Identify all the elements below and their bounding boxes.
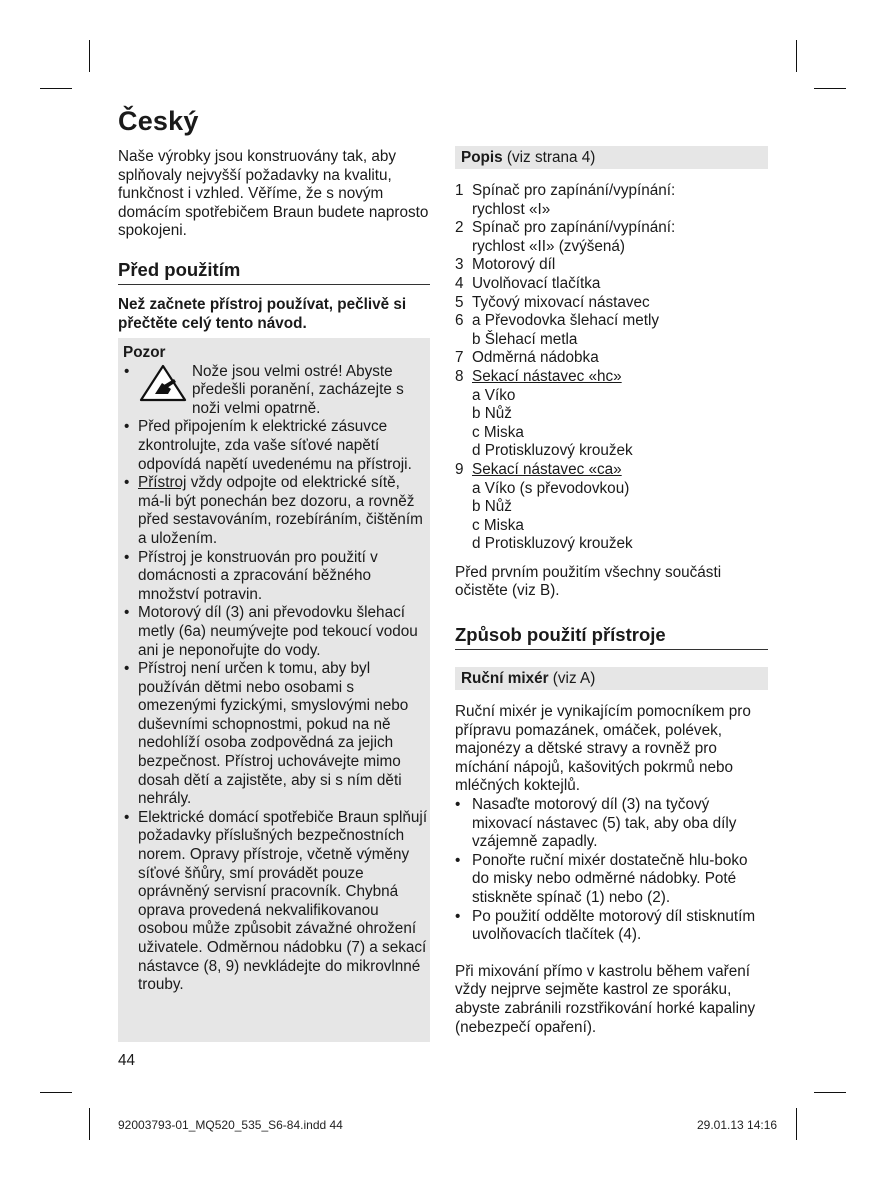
crop-mark xyxy=(814,88,846,89)
crop-mark xyxy=(796,40,797,72)
knife-warning-icon xyxy=(138,363,192,419)
list-item: 1 Spínač pro zapínání/vypínání: xyxy=(455,182,676,199)
intro-paragraph: Naše výrobky jsou konstruovány tak, aby splňovaly nejvyšší požadavky na kvalitu, funkčnost i vzhled. Věříme, že s novým domácím spotřebičem Braun budete naprosto spokojeni. xyxy=(118,148,429,240)
warning-item: • Elektrické domácí spotřebiče Braun splňují požadavky příslušných bezpečnostních norem. Opravy přístroje, včetně výměny síťové šňůry, smí provádět pouze oprávněný servisní pracovník. Chybná oprava provedená nekvalifikovanou osobou může způsobit závažné ohrožení uživatele. Odměrnou nádobku (7) a sekací nástavce (8, 9) nevkládejte do mikrovlnné trouby. xyxy=(124,808,428,994)
list-subitem: c Miska xyxy=(472,423,524,441)
warning-item: • Přístroj není určen k tomu, aby byl používán dětmi nebo osobami s omezenými fyzickými, smyslovými nebo duševními schopnostmi, pokud na ně nedohlíží osoba zodpovědná za jejich bezpečnost. Přístroj uchovávejte mimo dosah dětí a zajistěte, aby si s ním děti nehrály. xyxy=(124,660,409,808)
list-item: b Šlehací metla xyxy=(472,330,578,348)
right-column xyxy=(455,146,768,1037)
list-item: 6 a Převodovka šlehací metly xyxy=(455,312,660,330)
list-item: rychlost «II» (zvýšená) xyxy=(472,237,626,255)
list-item: 3 Motorový díl xyxy=(455,256,556,274)
list-item: 4 Uvolňovací tlačítka xyxy=(455,274,601,292)
bold-instruction: Než začnete přístroj používat, pečlivě si přečtěte celý tento návod. xyxy=(118,295,407,332)
crop-mark xyxy=(89,40,90,72)
list-item: rychlost «I» xyxy=(472,200,551,218)
list-item: 5 Tyčový mixovací nástavec xyxy=(455,293,650,311)
warning-content xyxy=(118,344,430,995)
hand-mixer-bar: Ruční mixér (viz A) xyxy=(455,667,768,690)
list-subitem: a Víko xyxy=(472,386,516,404)
mixer-step: • Po použití oddělte motorový díl stisknutím uvolňovacích tlačítek (4). xyxy=(455,907,756,944)
warning-item-knives: • Nože jsou velmi ostré! Abyste předešli poranění, zacházejte s noži velmi opatrně. xyxy=(118,363,430,419)
knife-warning-text: Nože jsou velmi ostré! Abyste předešli poranění, zacházejte s noži velmi opatrně. xyxy=(192,362,404,417)
warning-item: • Přístroj je konstruován pro použití v domácnosti a zpracování běžného množství potravin. xyxy=(124,548,378,603)
list-subitem: d Protiskluzový kroužek xyxy=(472,535,633,553)
left-column xyxy=(118,148,430,333)
parts-list xyxy=(455,182,768,554)
list-subitem: c Miska xyxy=(472,516,524,534)
list-item: 2 Spínač pro zapínání/vypínání: xyxy=(455,219,676,237)
crop-mark xyxy=(796,1108,797,1140)
warning-item: • Před připojením k elektrické zásuvce zkontrolujte, zda vaše síťové napětí odpovídá napětí uvedenému na přístroji. xyxy=(124,418,412,473)
list-item: 7 Odměrná nádobka xyxy=(455,349,599,367)
mixer-step: • Ponořte ruční mixér dostatečně hlu-boko do misky nebo odměrné nádobky. Poté stiskněte spínač (1) nebo (2). xyxy=(455,851,748,906)
mixer-step: • Nasaďte motorový díl (3) na tyčový mixovací nástavec (5) tak, aby oba díly vzájemně zapadly. xyxy=(455,796,737,851)
crop-mark xyxy=(89,1108,90,1140)
section-heading-before-use: Před použitím xyxy=(118,259,430,285)
footer-timestamp: 29.01.13 14:16 xyxy=(697,1118,778,1132)
page-number: 44 xyxy=(118,1052,136,1069)
warning-item: • Přístroj vždy odpojte od elektrické sítě, má-li být ponechán bez dozoru, a rovněž před sestavováním, rozebíráním, čištěním a uložením. xyxy=(124,474,423,547)
list-subitem: d Protiskluzový kroužek xyxy=(472,442,633,460)
warning-item: • Motorový díl (3) ani převodovku šlehací metly (6a) neumývejte pod tekoucí vodou ani je neponořujte do vody. xyxy=(124,604,418,659)
cooking-note: Při mixování přímo v kastrolu během vaření vždy nejprve sejměte kastrol ze sporáku, abyste zabránili rozstřikování horké kapaliny (nebezpečí opaření). xyxy=(455,962,756,1036)
footer-file-info: 92003793-01_MQ520_535_S6-84.indd 44 xyxy=(118,1118,343,1132)
before-first-use-text: Před prvním použitím všechny součásti očistěte (viz B). xyxy=(455,563,722,600)
page-title: Český xyxy=(118,106,199,136)
list-subitem: b Nůž xyxy=(472,498,512,516)
mixer-intro: Ruční mixér je vynikajícím pomocníkem pro přípravu pomazánek, omáček, polévek, majonézy a dětské stravy a rovněž pro míchání nápojů, kašovitých pokrmů nebo mléčných koktejlů. xyxy=(455,703,751,795)
list-subitem: a Víko (s převodovkou) xyxy=(472,479,630,497)
list-item: 8 Sekací nástavec «hc» xyxy=(455,367,622,385)
crop-mark xyxy=(40,1092,72,1093)
crop-mark xyxy=(814,1092,846,1093)
list-item: 9 Sekací nástavec «ca» xyxy=(455,460,622,478)
section-heading-usage: Způsob použití přístroje xyxy=(455,624,768,650)
list-subitem: b Nůž xyxy=(472,405,512,423)
crop-mark xyxy=(40,88,72,89)
warning-title: Pozor xyxy=(123,344,166,361)
description-bar: Popis (viz strana 4) xyxy=(455,146,768,169)
